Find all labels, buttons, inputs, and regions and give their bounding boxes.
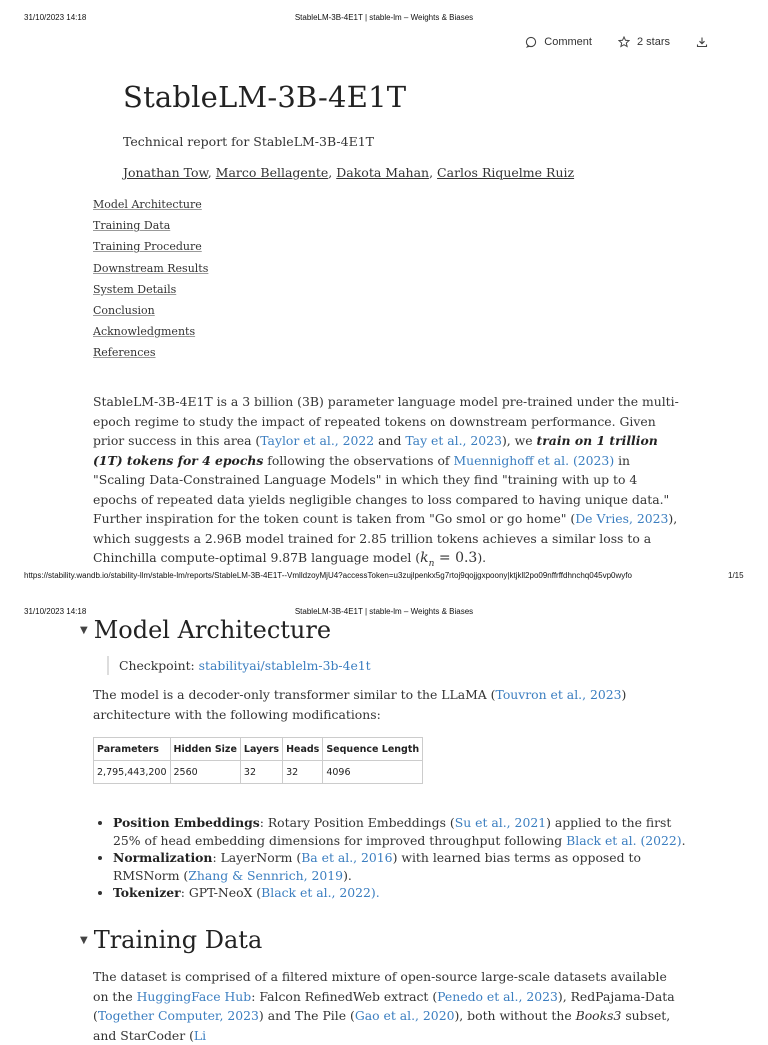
toc-link[interactable]: Training Data (93, 219, 171, 233)
link[interactable]: HuggingFace Hub (136, 988, 252, 1004)
collapse-caret-icon[interactable]: ▼ (80, 934, 88, 946)
report-subtitle: Technical report for StableLM-3B-4E1T (123, 134, 374, 149)
citation-link[interactable]: Tay et al., 2023 (405, 433, 502, 448)
author-link[interactable]: Marco Bellagente (215, 165, 329, 180)
citation-link[interactable]: Muennighoff et al. (2023) (453, 452, 615, 468)
toc-link[interactable]: Training Procedure (93, 240, 202, 254)
print-footer-url: https://stability.wandb.io/stability-llm/stable-lm/reports/StableLM-3B-4E1T--VmlldzoyMjU4?accessToken=u3zujlpenkx5g7rtoj9qojjgxpoony|ktjkll2po09nffrffdhnchq045vp0wyfo (24, 571, 632, 580)
table-row (94, 761, 423, 784)
print-header-date: 31/10/2023 14:18 (24, 607, 87, 616)
table-cell: 32 (283, 761, 323, 784)
comment-button[interactable] (525, 36, 592, 48)
author-list: Jonathan Tow, Marco Bellagente, Dakota Mahan, Carlos Riquelme Ruiz (123, 165, 575, 180)
citation-link[interactable]: Gao et al., 2020 (354, 1008, 455, 1023)
stars-count: 2 stars (636, 36, 670, 48)
collapse-caret-icon[interactable]: ▼ (80, 624, 88, 636)
print-header-title: StableLM-3B-4E1T | stable-lm – Weights & Biases (294, 13, 474, 22)
citation-link[interactable]: Ba et al., 2016 (301, 850, 393, 865)
citation-link[interactable]: Black et al. (2022) (566, 832, 682, 848)
table-cell: 2560 (170, 761, 240, 784)
toc-link[interactable]: System Details (93, 282, 177, 296)
report-actions (525, 36, 708, 48)
modifications-list (93, 814, 693, 902)
star-icon (618, 36, 630, 48)
toc-link[interactable]: Conclusion (93, 303, 155, 317)
checkpoint-link[interactable]: stabilityai/stablelm-3b-4e1t (198, 658, 371, 673)
citation-link[interactable]: Touvron et al., 2023 (495, 687, 622, 702)
report-title: StableLM-3B-4E1T (123, 80, 407, 114)
print-header-title: StableLM-3B-4E1T | stable-lm – Weights & Biases (294, 607, 474, 616)
intro-paragraph: StableLM-3B-4E1T is a 3 billion (3B) parameter language model pre-trained under the multi-epoch regime to study the impact of repeated tokens on downstream performance. Given prior success in this area (Taylor et al., 2022 and Tay et al., 2023), we train on 1 trillion (1T) tokens for 4 epochs following the observations of Muennighoff et al. (2023) in "Scaling Data-Constrained Language Models" in which they find "training with up to 4 epochs of repeated data yields negligible changes to loss compared to having unique data." Further inspiration for the token count is taken from "Go smol or go home" (De Vries, 2023), which suggests a 2.96B model trained for 2.85 trillion tokens achieves a similar loss to a Chinchilla compute-optimal 9.87B language model $(k_n = 0.3)$. (93, 394, 679, 569)
section-heading-model-architecture[interactable]: ▼ Model Architecture (80, 616, 332, 644)
citation-link[interactable]: De Vries, 2023 (575, 511, 669, 526)
download-icon (696, 36, 708, 48)
comment-label: Comment (544, 36, 592, 48)
table-cell: 32 (240, 761, 282, 784)
table-header-row (94, 738, 423, 761)
star-button[interactable] (618, 36, 670, 48)
citation-link[interactable]: Zhang & Sennrich, 2019 (188, 867, 344, 883)
toc-link[interactable]: Downstream Results (93, 261, 209, 275)
author-link[interactable]: Jonathan Tow (123, 165, 208, 180)
table-of-contents (93, 197, 208, 367)
author-link[interactable]: Carlos Riquelme Ruiz (437, 165, 575, 180)
architecture-table (93, 737, 423, 784)
print-footer-page: 1/15 (728, 571, 744, 580)
table-header-cell: Heads (283, 738, 323, 761)
emphasis-text: train on 1 trillion (1T) tokens for 4 epochs (93, 433, 658, 468)
table-cell: 2,795,443,200 (94, 761, 171, 784)
list-item: • Normalization: LayerNorm (Ba et al., 2016) with learned bias terms as opposed to RMSNorm (Zhang & Sennrich, 2019). (113, 849, 693, 884)
table-header-cell: Sequence Length (323, 738, 423, 761)
architecture-paragraph: The model is a decoder-only transformer similar to the LLaMA (Touvron et al., 2023) architecture with the following modifications: (93, 687, 627, 722)
citation-link[interactable]: Su et al., 2021 (454, 815, 547, 830)
author-link[interactable]: Dakota Mahan (336, 165, 430, 180)
download-button[interactable] (696, 36, 708, 48)
checkpoint-callout: Checkpoint: stabilityai/stablelm-3b-4e1t (107, 656, 371, 675)
comment-icon (525, 36, 537, 48)
table-header-cell: Hidden Size (170, 738, 240, 761)
citation-link[interactable]: Black et al., 2022). (261, 885, 380, 900)
section-heading-training-data[interactable]: ▼ Training Data (80, 926, 263, 954)
math-expression: $k_n = 0.3$ (420, 550, 478, 569)
citation-link[interactable]: Penedo et al., 2023 (437, 988, 558, 1004)
list-item: • Position Embeddings: Rotary Position Embeddings (Su et al., 2021) applied to the first 25% of head embedding dimensions for improved throughput following Black et al. (2022). (113, 814, 693, 849)
toc-link[interactable]: References (93, 346, 156, 360)
print-header-date: 31/10/2023 14:18 (24, 13, 87, 22)
training-data-paragraph: The dataset is comprised of a filtered mixture of open-source large-scale datasets available on the HuggingFace Hub: Falcon RefinedWeb extract (Penedo et al., 2023), RedPajama-Data (Together Computer, 2023) and The Pile (Gao et al., 2020), both without the Books3 subset, and StarCoder (Li (93, 969, 675, 1043)
citation-link[interactable]: Taylor et al., 2022 (260, 433, 375, 448)
list-item: • Tokenizer: GPT-NeoX (Black et al., 2022). (113, 884, 693, 902)
citation-link[interactable]: Li (193, 1027, 207, 1043)
toc-link[interactable]: Model Architecture (93, 198, 202, 211)
table-header-cell: Layers (240, 738, 282, 761)
table-header-cell: Parameters (94, 738, 171, 761)
table-cell: 4096 (323, 761, 423, 784)
toc-link[interactable]: Acknowledgments (93, 325, 196, 339)
citation-link[interactable]: Together Computer, 2023 (97, 1008, 259, 1023)
